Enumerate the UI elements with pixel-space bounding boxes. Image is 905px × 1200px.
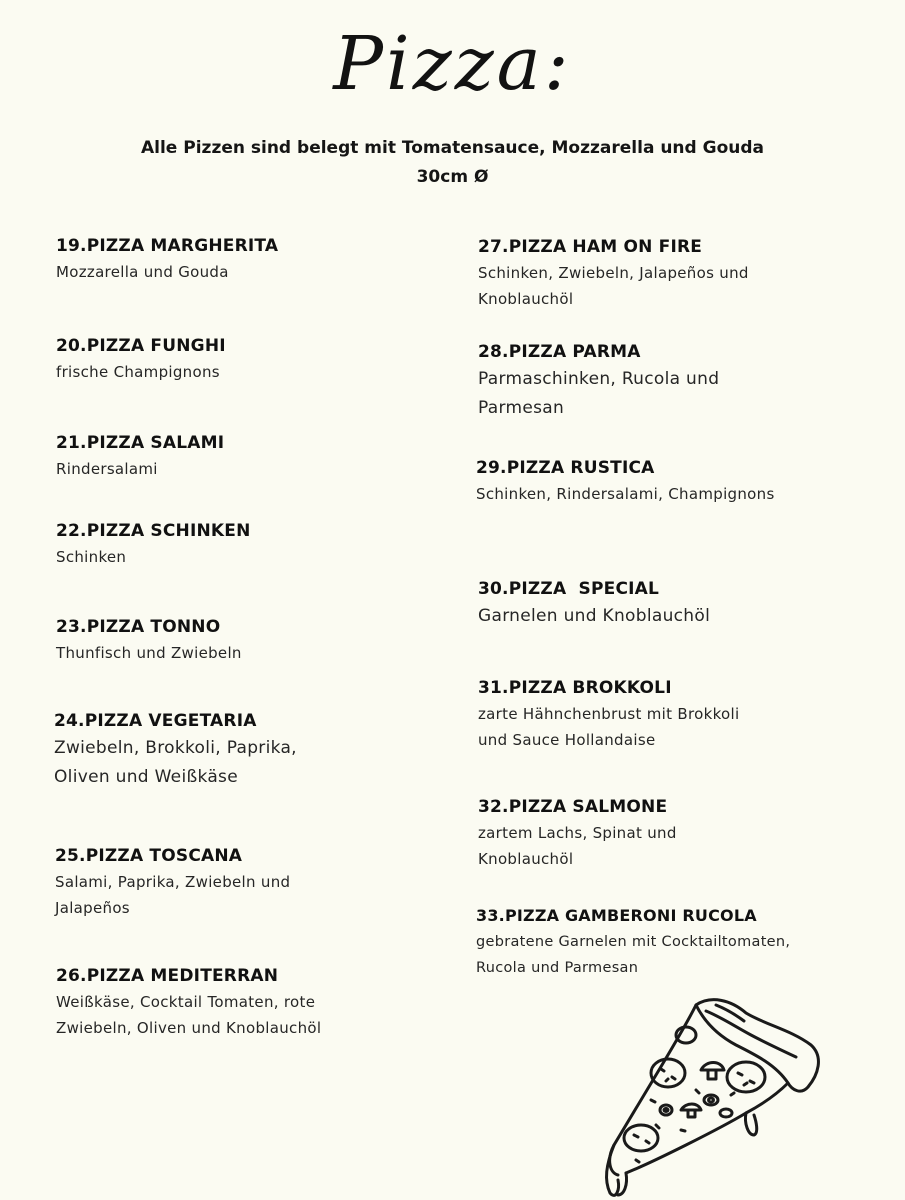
menu-item-description: Parmaschinken, Rucola und Parmesan <box>478 369 720 418</box>
menu-item-description: Schinken, Rindersalami, Champignons <box>476 485 775 503</box>
menu-item-toscana <box>55 843 290 921</box>
menu-item-name: 24.PIZZA VEGETARIA <box>54 711 257 731</box>
menu-item-name: 26.PIZZA MEDITERRAN <box>56 966 279 986</box>
menu-item-gamberoni-rucola <box>476 903 790 981</box>
menu-item-name: 33.PIZZA GAMBERONI RUCOLA <box>476 906 757 925</box>
pizza-slice-icon <box>596 995 826 1200</box>
menu-item-description: Salami, Paprika, Zwiebeln und Jalapeños <box>55 873 291 917</box>
menu-item-brokkoli <box>478 675 739 753</box>
menu-item-description: Schinken <box>56 548 127 566</box>
menu-item-tonno <box>56 614 242 666</box>
subtitle-size-note: 30cm Ø <box>416 167 489 187</box>
menu-item-schinken <box>56 518 251 570</box>
menu-item-vegetaria <box>54 708 297 792</box>
menu-item-ham-on-fire <box>478 234 749 312</box>
menu-item-name: 30.PIZZA SPECIAL <box>478 579 660 599</box>
menu-item-description: gebratene Garnelen mit Cocktailtomaten, Rucola und Parmesan <box>476 934 791 976</box>
menu-item-salami <box>56 430 224 482</box>
subtitle-toppings-note: Alle Pizzen sind belegt mit Tomatensauce, Mozzarella und Gouda <box>141 138 764 158</box>
menu-item-name: 25.PIZZA TOSCANA <box>55 846 243 866</box>
menu-item-description: Mozzarella und Gouda <box>56 263 229 281</box>
menu-item-special <box>478 576 710 631</box>
menu-item-name: 22.PIZZA SCHINKEN <box>56 521 251 541</box>
menu-item-description: zartem Lachs, Spinat und Knoblauchöl <box>478 824 677 868</box>
menu-item-description: Schinken, Zwiebeln, Jalapeños und Knoblauchöl <box>478 264 749 308</box>
menu-item-parma <box>478 339 719 423</box>
menu-item-description: zarte Hähnchenbrust mit Brokkoli und Sauce Hollandaise <box>478 705 740 749</box>
menu-item-description: Rindersalami <box>56 460 158 478</box>
menu-item-name: 20.PIZZA FUNGHI <box>56 336 226 356</box>
menu-item-name: 27.PIZZA HAM ON FIRE <box>478 237 703 257</box>
menu-item-mediterran <box>56 963 321 1041</box>
menu-item-funghi <box>56 333 226 385</box>
menu-item-margherita <box>56 233 278 285</box>
menu-item-rustica <box>476 455 775 507</box>
menu-item-name: 31.PIZZA BROKKOLI <box>478 678 672 698</box>
menu-item-description: Weißkäse, Cocktail Tomaten, rote Zwiebeln, Oliven und Knoblauchöl <box>56 993 322 1037</box>
menu-item-name: 19.PIZZA MARGHERITA <box>56 236 279 256</box>
menu-item-description: Zwiebeln, Brokkoli, Paprika, Oliven und Weißkäse <box>54 738 297 787</box>
menu-subtitle <box>0 134 905 192</box>
menu-item-description: Garnelen und Knoblauchöl <box>478 606 711 626</box>
menu-item-salmone <box>478 794 677 872</box>
menu-item-name: 32.PIZZA SALMONE <box>478 797 668 817</box>
menu-item-name: 28.PIZZA PARMA <box>478 342 641 362</box>
menu-item-name: 29.PIZZA RUSTICA <box>476 458 655 478</box>
menu-item-description: frische Champignons <box>56 363 220 381</box>
menu-item-name: 23.PIZZA TONNO <box>56 617 221 637</box>
menu-item-description: Thunfisch und Zwiebeln <box>56 644 242 662</box>
page-title: Pizza: <box>333 21 572 107</box>
menu-item-name: 21.PIZZA SALAMI <box>56 433 225 453</box>
